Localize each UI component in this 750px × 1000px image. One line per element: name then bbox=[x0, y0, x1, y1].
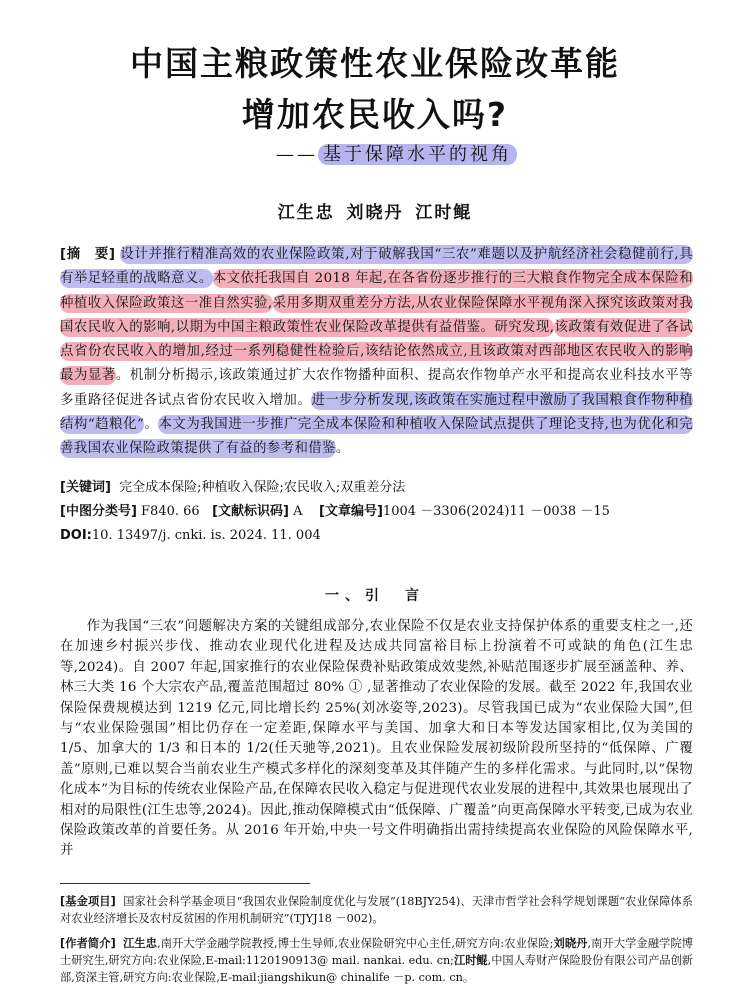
funding-text: 国家社会科学基金项目“我国农业保险制度优化与发展”(18BJY254)、天津市哲学社会科学规划课题“农业保障体系对农业经济增长及农村反贫困的作用机制研究”(TJYJ18 －002)。 bbox=[60, 895, 693, 925]
article-no-value: 1004 －3306(2024)11 －0038 －15 bbox=[382, 504, 610, 519]
abstract-highlight-1: 设计并推行精准高效的农业保险政策,对于破解我国“三农”难题以及护航经济社会稳健前行,具有举足轻重的战略意义。 bbox=[60, 247, 693, 287]
doi-value: 10. 13497/j. cnki. is. 2024. 11. 004 bbox=[91, 528, 321, 543]
doc-code-value: A bbox=[293, 504, 303, 519]
clc-value: F840. 66 bbox=[141, 504, 200, 519]
subtitle-dash: —— bbox=[276, 144, 318, 165]
keywords-label: [关键词] bbox=[60, 480, 111, 495]
classification-line bbox=[60, 503, 610, 521]
section-title: 一、引 言 bbox=[325, 588, 425, 604]
abstract-highlight-3: 采用多期双重差分方法,从农业保险保障水平视角深入探究该政策对我国农民收入的影响,以期为中国主粮政策性农业保险改革提供有益借鉴。研究发现, bbox=[60, 295, 693, 335]
keywords bbox=[60, 479, 405, 497]
author-3-name: 江时鲲 bbox=[453, 954, 488, 967]
doc-code-label: [文献标识码] bbox=[212, 504, 289, 519]
subtitle-text: 基于保障水平的视角 bbox=[318, 144, 517, 165]
authors: 江生忠 刘晓丹 江时鲲 bbox=[277, 203, 473, 223]
author-1-text: ,南开大学金融学院教授,博士生导师,农业保险研究中心主任,研究方向:农业保险; bbox=[157, 937, 554, 950]
subtitle bbox=[276, 144, 517, 166]
keywords-value: 完全成本保险;种植收入保险;农民收入;双重差分法 bbox=[119, 480, 406, 495]
author-2-text: ,南开大学金融学院博士研究生,研究方向:农业保险,E-mail:1120190913@ mail. nankai. edu. cn; bbox=[60, 937, 693, 967]
abstract bbox=[60, 243, 693, 462]
footnote-rule bbox=[60, 883, 310, 884]
author-note-label: [作者简介] bbox=[60, 937, 116, 950]
funding-note bbox=[60, 893, 693, 927]
clc-label: [中图分类号] bbox=[60, 504, 137, 519]
abstract-highlight-2: 本文依托我国自 2018 年起,在各省份逐步推行的三大粮食作物完全成本保险和种植收入保险政策这一准自然实验, bbox=[60, 271, 693, 311]
abstract-text-5: 。机制分析揭示,该政策通过扩大农作物播种面积、提高农作物单产水平和提高农业科技水平等多重路径促进各试点省份农民收入增加。 bbox=[60, 368, 693, 408]
title-line-2: 增加农民收入吗? bbox=[241, 95, 509, 134]
abstract-text-7: 。 bbox=[144, 417, 159, 433]
abstract-text-9: 。 bbox=[335, 441, 350, 457]
intro-paragraph: 作为我国“三农”问题解决方案的关键组成部分,农业保险不仅是农业支持保护体系的重要支柱之一,还在加速乡村振兴步伐、推动农业现代化进程及达成共同富裕目标上扮演着不可或缺的角色(江生忠等,2024)。自 2007 年起,国家推行的农业保险保费补贴政策成效斐然,补贴范围逐步扩展至涵盖种、养、林三大类 16 个大宗农产品,覆盖范围超过 80% ① ,显著推动了农业保险的发展。截至 2022 年,我国农业保险保费规模达到 1219 亿元,同比增长约 25%(刘冰姿等,2023)。尽管我国已成为“农业保险大国”,但与“农业保险强国”相比仍存在一定差距,保障水平与美国、加拿大和日本等发达国家相比,仅为美国的 1/5、加拿大的 1/3 和日本的 1/2(任天驰等,2021)。且农业保险发展初级阶段所坚持的“低保障、广覆盖”原则,已难以契合当前农业生产模式多样化的深刻变革及其伴随产生的多样化需求。与此同时,以“保物化成本”为目标的传统农业保险产品,在保障农民收入稳定与促进现代农业发展的进程中,其效果也展现出了相对的局限性(江生忠等,2024)。因此,推动保障模式由“低保障、广覆盖”向更高保障水平转变,已成为农业保险政策改革的首要任务。从 2016 年开始,中央一号文件明确指出需持续提高农业保险的风险保障水平,并 bbox=[60, 619, 693, 859]
doi-label: DOI: bbox=[60, 528, 92, 543]
author-2-name: 刘晓丹 bbox=[553, 937, 588, 950]
author-note bbox=[60, 935, 693, 986]
doi bbox=[60, 527, 321, 545]
author-1-name: 江生忠 bbox=[123, 937, 158, 950]
abstract-label: [摘 要] bbox=[60, 247, 116, 262]
abstract-highlight-4: 该政策有效促进了各试点省份农民收入的增加,经过一系列稳健性检验后,该结论依然成立,且该政策对西部地区农民收入的影响最为显著 bbox=[60, 319, 694, 384]
author-3-text: ,中国人寿财产保险股份有限公司产品创新部,资深主管,研究方向:农业保险,E-mail:jiangshikun@ chinalife －p. com. cn。 bbox=[60, 954, 693, 984]
abstract-highlight-8: 本文为我国进一步推广完全成本保险和种植收入保险试点提供了理论支持,也为优化和完善我国农业保险政策提供了有益的参考和借鉴 bbox=[60, 417, 694, 457]
title-line-1: 中国主粮政策性农业保险改革能 bbox=[130, 44, 620, 83]
article-no-label: [文章编号] bbox=[319, 504, 383, 519]
funding-label: [基金项目] bbox=[60, 895, 116, 908]
abstract-highlight-6: 进一步分析发现,该政策在实施过程中激励了我国粮食作物种植结构“趋粮化” bbox=[60, 392, 693, 433]
